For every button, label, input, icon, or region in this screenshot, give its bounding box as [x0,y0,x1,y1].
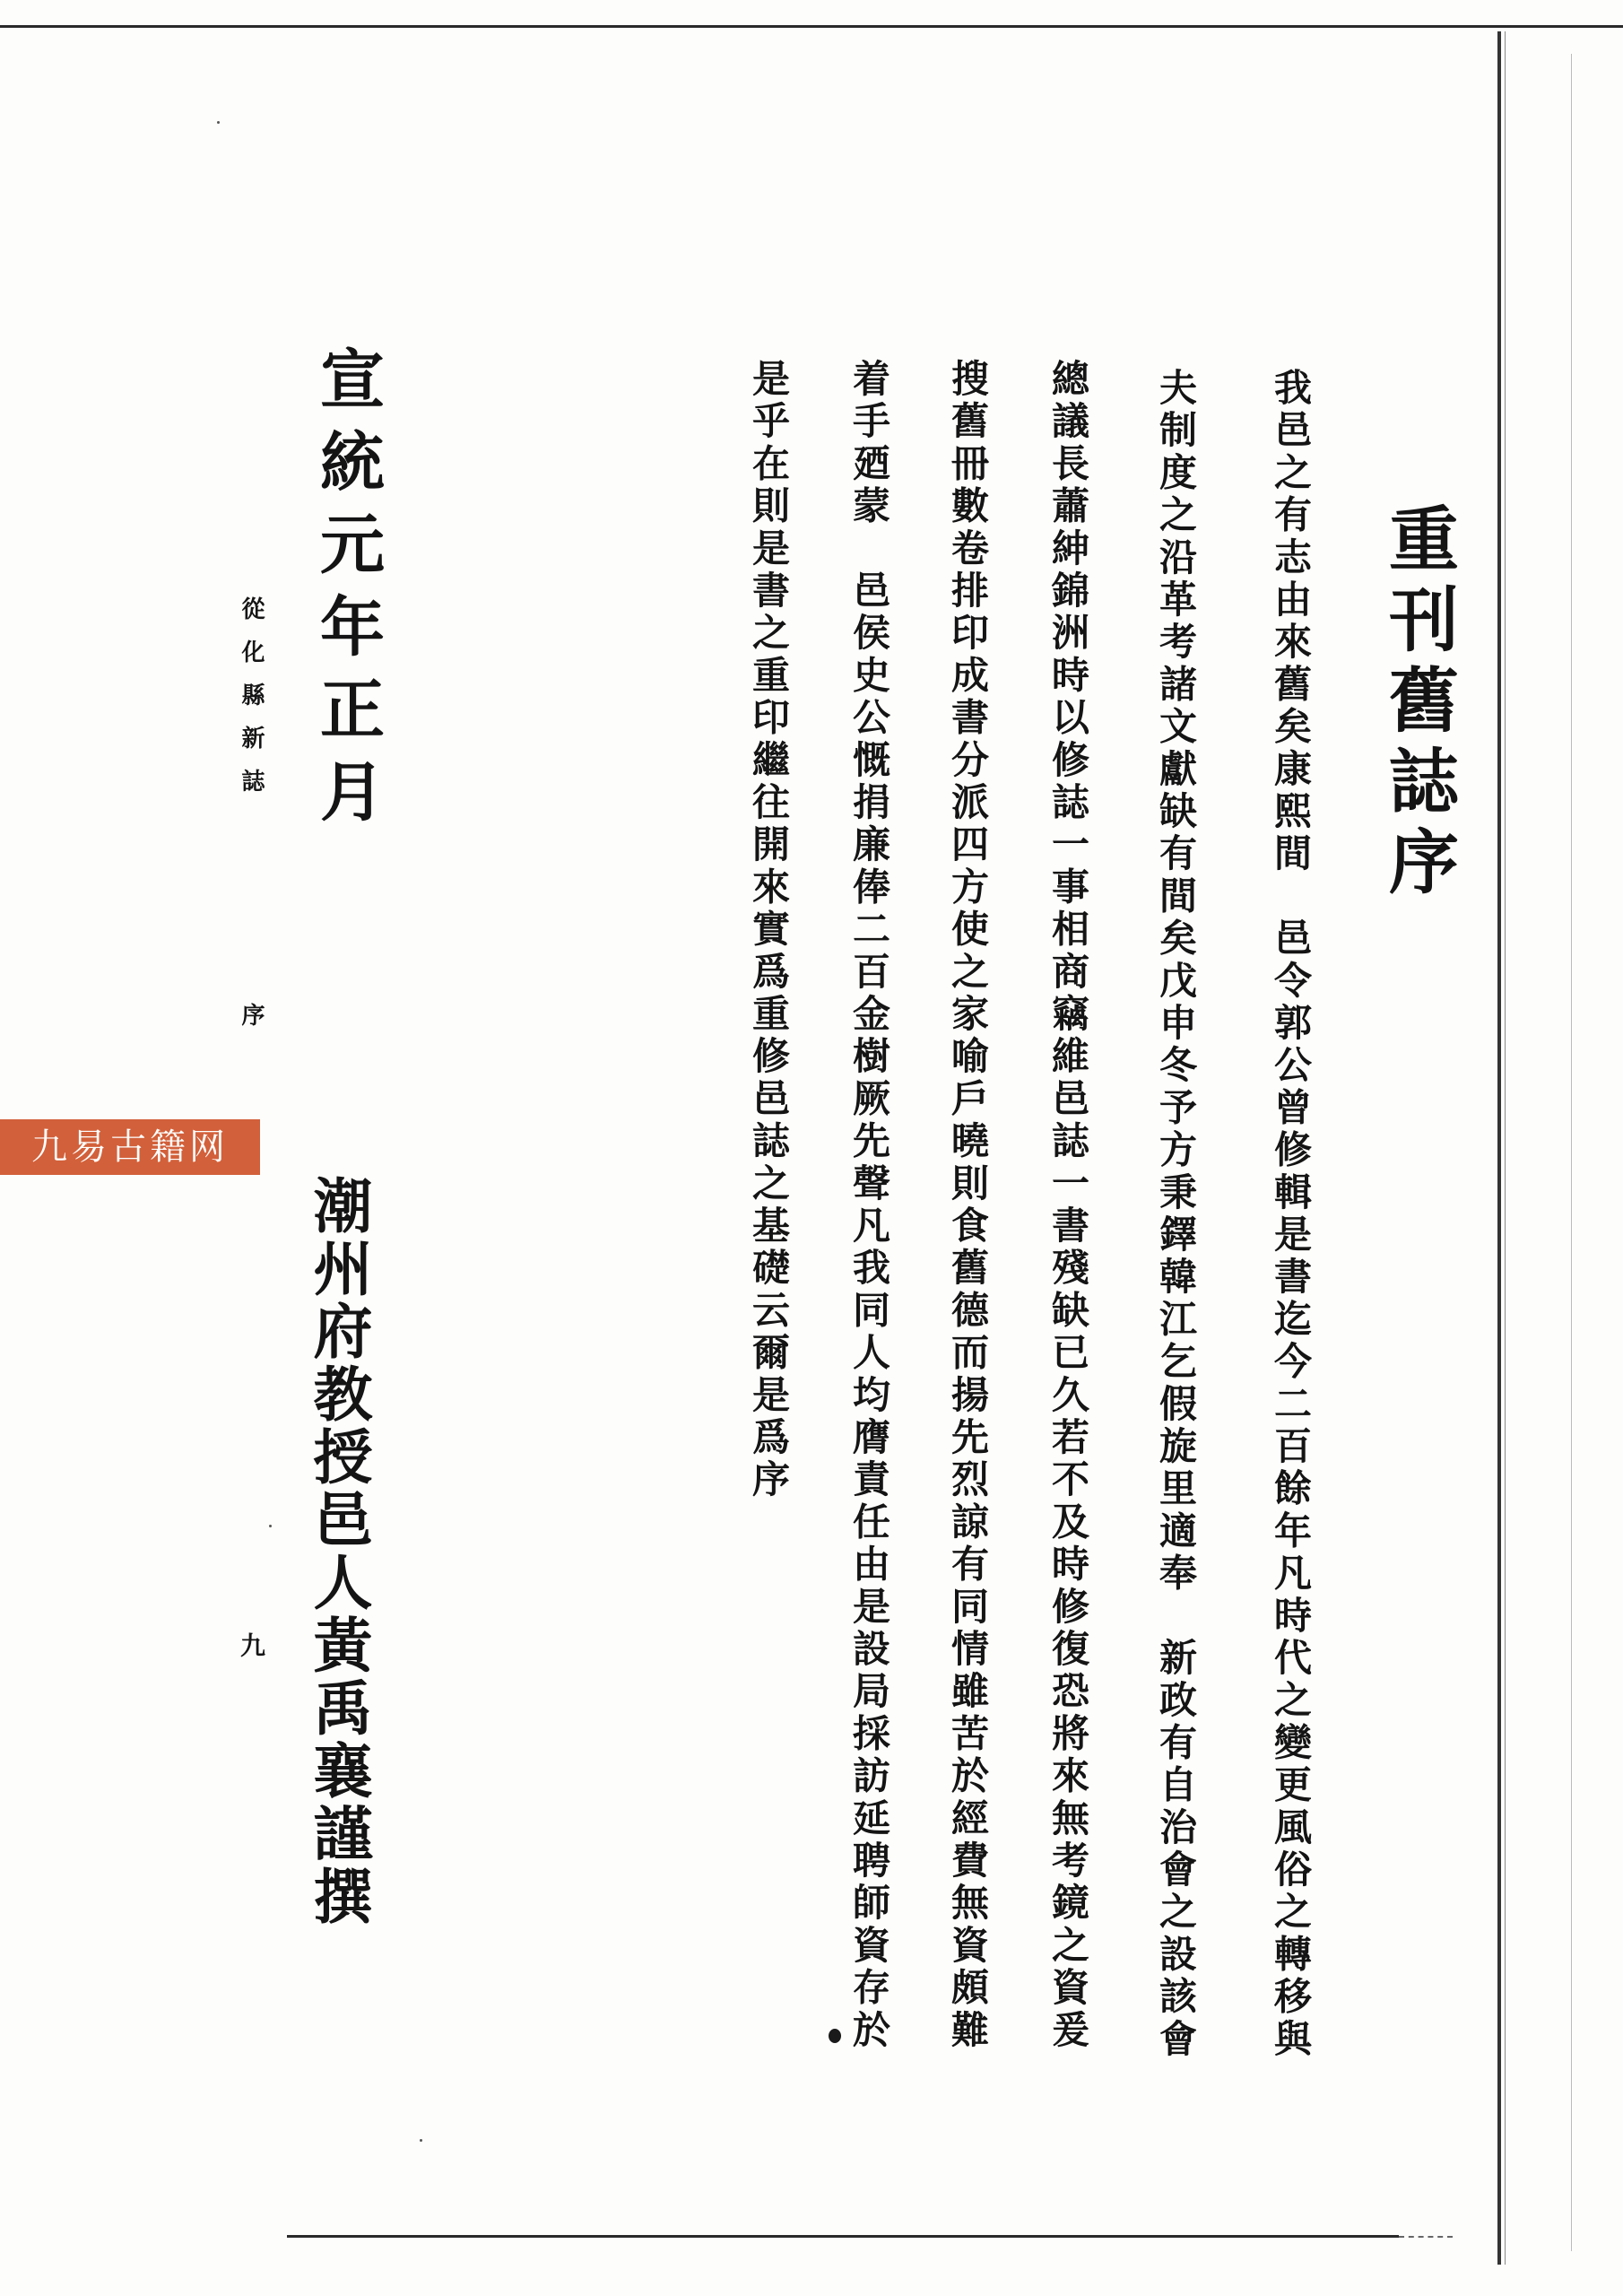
top-border-line [0,25,1623,28]
body-column-5: 着手廼蒙 邑侯史公慨捐廉俸二百金樹厥先聲凡我同人均膺責任由是設局採訪延聘師資存於 [847,359,891,2052]
scan-speck [420,2139,422,2142]
binding-edge-line [1497,31,1501,2265]
bottom-border-line [287,2235,1399,2238]
preface-title: 重刊舊誌序 [1377,502,1459,906]
watermark-banner: 九易古籍网 [0,1119,260,1175]
margin-book-title: 從化縣新誌 [238,596,265,812]
body-column-2: 夫制度之沿革考諸文獻缺有間矣戊申冬予方秉鐸韓江乞假旋里適奉 新政有自治會之設該會 [1154,368,1198,2061]
binding-edge-line-faint [1571,54,1572,2251]
page-mark-dot [829,2029,841,2043]
date-line: 宣統元年正月 [309,345,386,840]
body-column-3: 總議長蕭紳錦洲時以修誌一事相商竊維邑誌一書殘缺已久若不及時修復恐將來無考鏡之資爰 [1046,359,1090,2052]
author-line: 潮州府教授邑人黃禹襄謹撰 [303,1175,373,1928]
binding-edge-line-thin [1505,31,1506,2265]
body-column-6: 是乎在則是書之重印繼往開來實爲重修邑誌之基礎云爾是爲序 [747,359,791,1502]
bottom-border-dash [1399,2236,1453,2239]
scan-speck [217,121,220,124]
margin-page-number: 九 [237,1632,266,1657]
body-column-4: 搜舊冊數卷排印成書分派四方使之家喻戶曉則食舊德而揚先烈諒有同情雖苦於經費無資頗難 [946,359,990,2052]
margin-section-label: 序 [238,1003,265,1026]
scan-speck [269,1525,272,1527]
body-column-1: 我邑之有志由來舊矣康熙間 邑令郭公曾修輯是書迄今二百餘年凡時代之變更風俗之轉移與 [1269,368,1313,2061]
